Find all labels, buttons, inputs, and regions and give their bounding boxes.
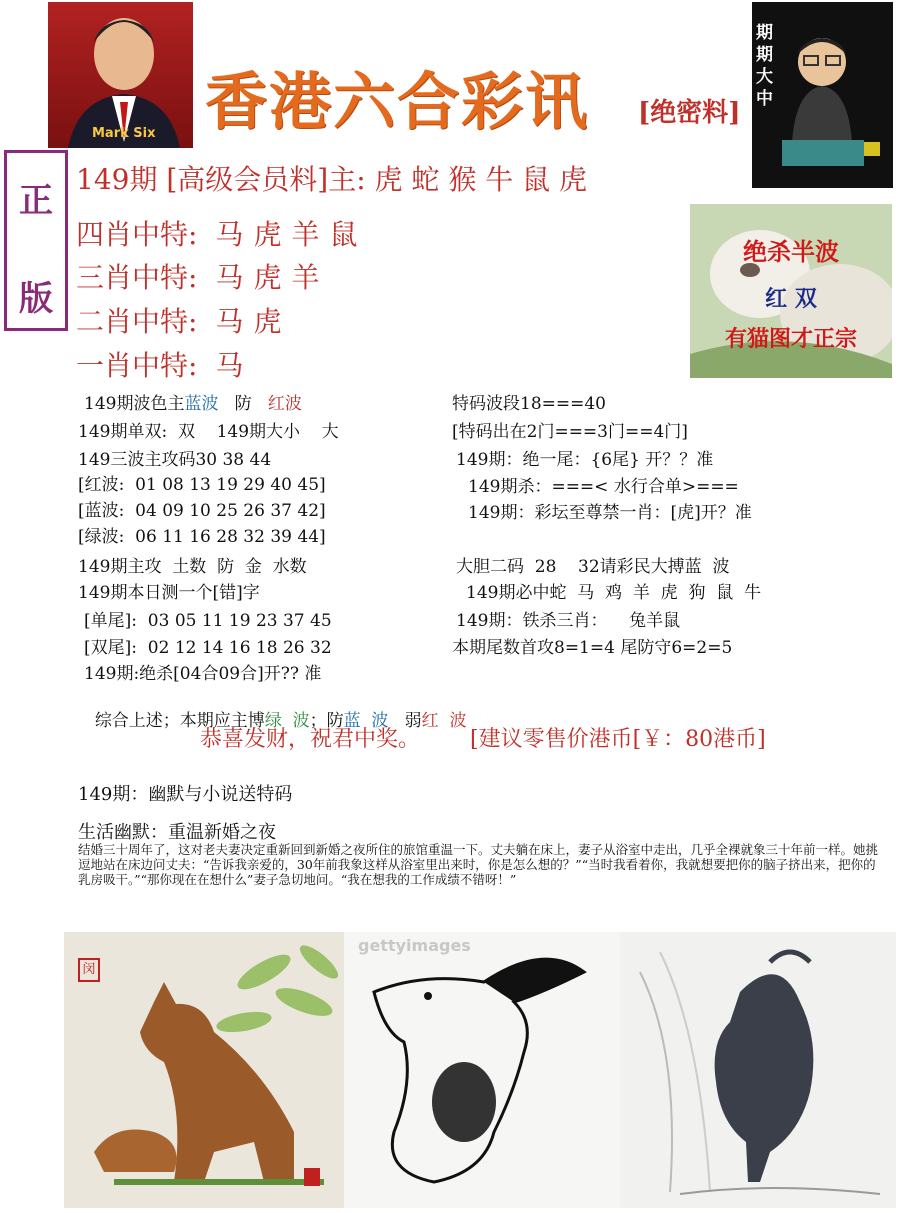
tail-numbers-line: 本期尾数首攻8=1=4 尾防守6=2=5 — [452, 638, 733, 658]
badge-char-bottom: 版 — [19, 279, 53, 319]
dog-painting — [64, 932, 344, 1208]
pick-one-animals: 马 — [215, 349, 254, 382]
pick-four-label: 四肖中特: — [76, 218, 198, 251]
must-hit-line: 149期必中蛇 马 鸡 羊 虎 狗 鼠 牛 — [466, 583, 762, 603]
pick-two — [76, 300, 291, 340]
pick-three — [76, 256, 329, 296]
cat-line-3: 有猫图才正宗 — [724, 326, 857, 352]
tail-line: 149期：绝一尾：{6尾} 开？？准 — [456, 450, 714, 470]
wave-prefix: 149期波色主 — [84, 394, 185, 414]
story-subheading: 生活幽默：重温新婚之夜 — [78, 822, 276, 843]
price-text: [建议零售价港币[￥：80港币] — [470, 727, 766, 752]
page-title: 香港六合彩讯 — [205, 65, 590, 138]
summary-part-a: 综合上述；本期应主博 — [94, 711, 265, 731]
rabbit-painting — [344, 932, 620, 1208]
test-char-line: 149期本日测一个[错]字 — [78, 583, 260, 603]
main-pick-line: 149期 [高级会员料]主: 虎 蛇 猴 牛 鼠 虎 — [76, 163, 588, 196]
authentic-badge — [4, 150, 68, 331]
wave-blue: 蓝波 — [184, 394, 219, 414]
summary-part-c: 弱 — [388, 711, 422, 731]
cartoon-image — [752, 2, 893, 188]
pick-one — [76, 344, 253, 384]
wave-color-line — [84, 389, 302, 414]
seal-stamp: 闵 — [78, 958, 100, 982]
summary-green: 绿 波 — [264, 711, 310, 731]
cat-line-2: 红 双 — [765, 286, 817, 312]
odd-even-line: 149期单双: 双 149期大小 大 — [78, 422, 339, 442]
cartoon-caption: 期期大中 — [756, 23, 773, 109]
story-body: 结婚三十周年了，这对老夫妻决定重新回到新婚之夜所住的旅馆重温一下。丈夫躺在床上，妻子从浴室中走出，几乎全裸就象三十年前一样。她挑逗地站在床边问丈夫：“告诉我亲爱的，30年前我象这样从浴室里出来时，你是怎么想的？”“当时我看着你，我就想要把你的脑子挤出来，把你的乳房吸干。”“那你现在在想什么”妻子急切地问。“我在想我的工作成绩不错呀！” — [78, 842, 879, 887]
badge-char-top: 正 — [19, 181, 53, 221]
cat-line-1: 绝杀半波 — [743, 237, 839, 266]
wave-mid: 防 — [218, 394, 268, 414]
summary-part-b: ；防 — [309, 711, 344, 731]
pick-one-label: 一肖中特: — [76, 349, 198, 382]
three-wave-line: 149三波主攻码30 38 44 — [78, 450, 272, 470]
ox-figure — [620, 932, 896, 1208]
green-wave-line: [绿波: 06 11 16 28 32 39 44] — [78, 527, 326, 547]
pick-two-label: 二肖中特: — [76, 305, 198, 338]
forbidden-line: 149期：彩坛至尊禁一肖：[虎]开？准 — [468, 503, 752, 523]
pick-four — [76, 213, 367, 253]
pick-three-label: 三肖中特: — [76, 261, 198, 294]
bold-two-line: 大胆二码 28 32请彩民大搏蓝 波 — [456, 557, 730, 577]
attack-line: 149期主攻 土数 防 金 水数 — [78, 557, 307, 577]
pick-two-animals: 马虎 — [215, 305, 292, 338]
code-range-line: 特码波段18===40 — [452, 394, 606, 414]
mark-six-logo: Mark Six — [92, 126, 156, 141]
cat-panel — [690, 204, 892, 378]
single-tail-line: [单尾]: 03 05 11 19 23 37 45 — [84, 611, 332, 631]
page-subtitle: [绝密料] — [638, 98, 741, 128]
pick-three-animals: 马虎羊 — [215, 261, 330, 294]
rabbit-figure — [344, 932, 620, 1208]
portrait-photo — [48, 2, 193, 148]
red-wave-line: [红波: 01 08 13 19 29 40 45] — [78, 475, 326, 495]
getty-watermark: gettyimages — [358, 936, 471, 955]
iron-kill-line: 149期：铁杀三肖： 兔羊鼠 — [456, 611, 681, 631]
story-heading: 149期：幽默与小说送特码 — [78, 784, 293, 805]
dog-figure — [64, 932, 344, 1208]
kill-combo-line: 149期杀：===< 水行合单>=== — [468, 477, 739, 497]
summary-red: 红 波 — [421, 711, 467, 731]
code-gate-line: [特码出在2门===3门==4门] — [452, 422, 688, 442]
summary-blue: 蓝 波 — [343, 711, 389, 731]
double-tail-line: [双尾]: 02 12 14 16 18 26 32 — [84, 638, 332, 658]
ox-painting — [620, 932, 896, 1208]
pick-four-animals: 马虎羊鼠 — [215, 218, 368, 251]
kill-line: 149期:绝杀[04合09合]开?? 准 — [84, 664, 322, 684]
wave-red: 红波 — [267, 394, 302, 414]
congrats-text: 恭喜发财，祝君中奖。 — [200, 727, 421, 752]
blue-wave-line: [蓝波: 04 09 10 25 26 37 42] — [78, 501, 326, 521]
